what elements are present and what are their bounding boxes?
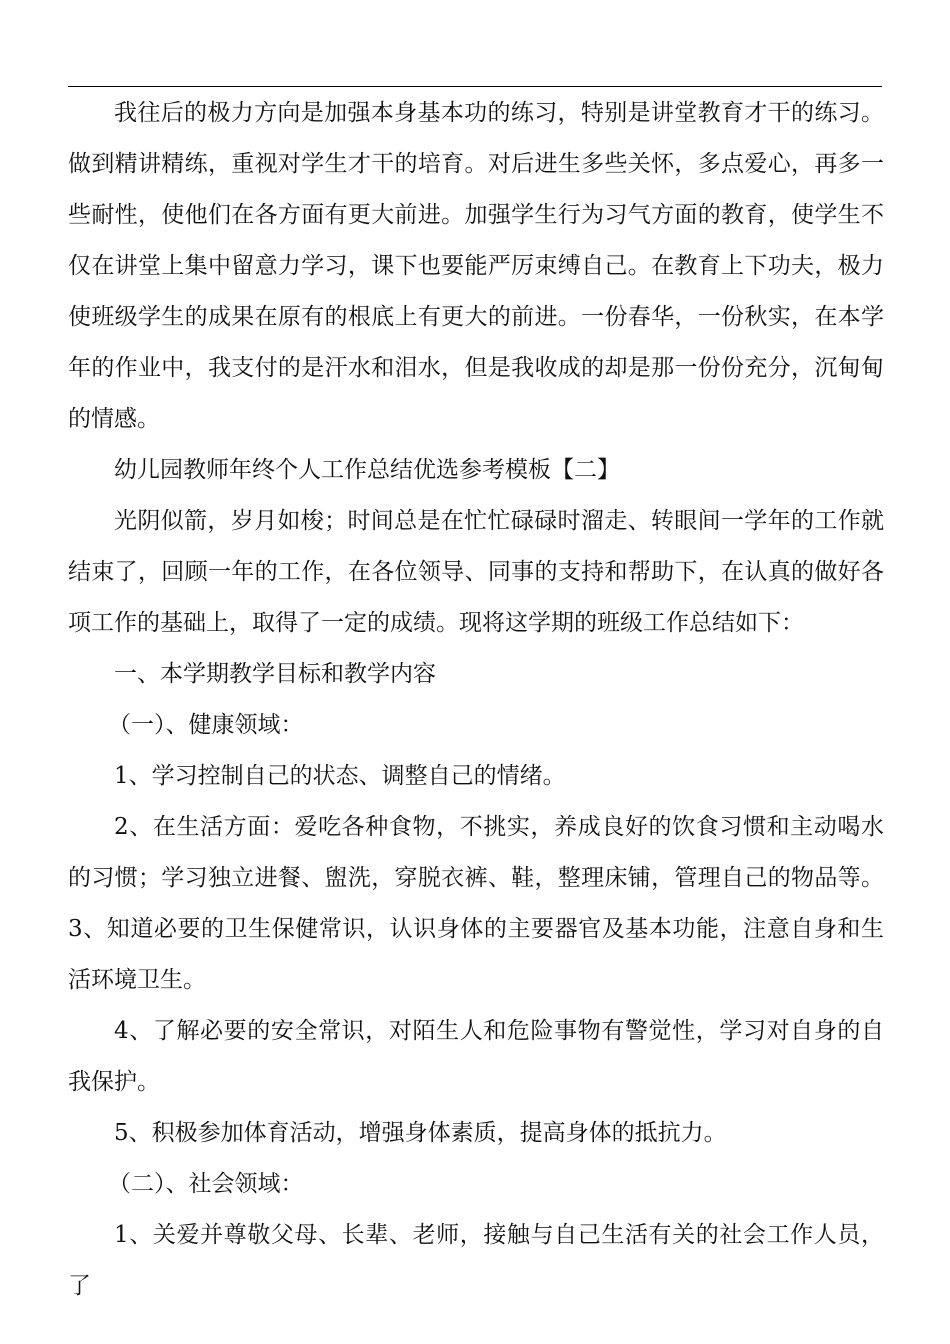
paragraph-work-direction: 我往后的极力方向是加强本身基本功的练习，特别是讲堂教育才干的练习。做到精讲精练，重视对学生才干的培育。对后进生多些关怀，多点爱心，再多一些耐性，使他们在各方面有更大前进。加强学生行为习气方面的教育，使学生不仅在讲堂上集中留意力学习，课下也要能严厉束缚自己。在教育上下功夫，极力使班级学生的成果在原有的根底上有更大的前进。一份春华，一份秋实，在本学年的作业中，我支付的是汗水和泪水，但是我收成的却是那一份份充分，沉甸甸的情感。 xyxy=(68,100,884,432)
list-item-health-1: 1、学习控制自己的状态、调整自己的情绪。 xyxy=(114,763,566,789)
list-item-health-2: 2、在生活方面：爱吃各种食物，不挑实，养成良好的饮食习惯和主动喝水的习惯；学习独立进餐、盥洗，穿脱衣裤、鞋，整理床铺，管理自己的物品等。3、知道必要的卫生保健常识，认识身体的主要器官及基本功能，注意自身和生活环境卫生。 xyxy=(68,814,884,993)
heading-teaching-goals: 一、本学期教学目标和教学内容 xyxy=(114,661,436,687)
list-item-health-4: 4、了解必要的安全常识，对陌生人和危险事物有警觉性，学习对自身的自我保护。 xyxy=(68,1018,884,1095)
section-title-template-two: 幼儿园教师年终个人工作总结优选参考模板【二】 xyxy=(114,457,620,483)
list-item-social-1: 1、关爱并尊敬父母、长辈、老师，接触与自己生活有关的社会工作人员，了 xyxy=(68,1222,884,1299)
subheading-health-domain: （一）、健康领域： xyxy=(108,712,304,738)
subheading-social-domain: （二）、社会领域： xyxy=(108,1171,304,1197)
document-body xyxy=(68,88,884,1312)
list-item-health-5: 5、积极参加体育活动，增强身体素质，提高身体的抵抗力。 xyxy=(114,1120,727,1146)
header-rule xyxy=(68,86,882,87)
paragraph-intro: 光阴似箭，岁月如梭；时间总是在忙忙碌碌时溜走、转眼间一学年的工作就结束了，回顾一年的工作，在各位领导、同事的支持和帮助下，在认真的做好各项工作的基础上，取得了一定的成绩。现将这学期的班级工作总结如下： xyxy=(68,508,884,636)
